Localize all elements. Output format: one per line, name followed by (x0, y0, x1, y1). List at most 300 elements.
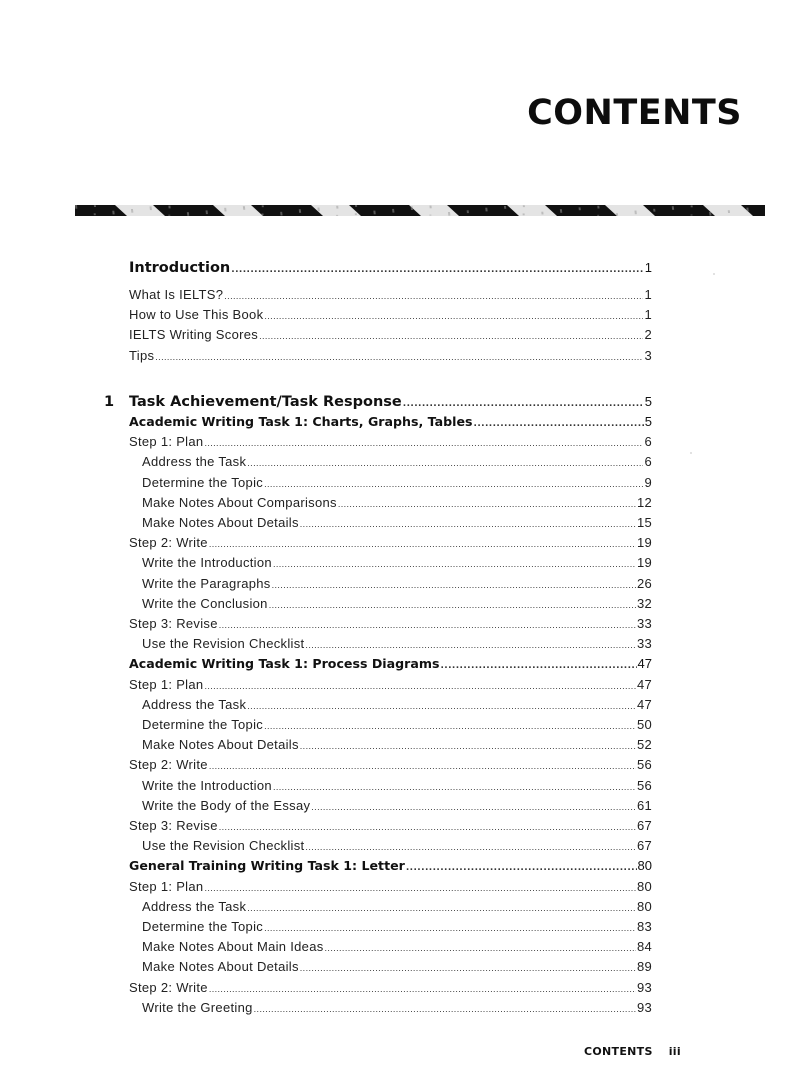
toc-page-number: 3 (644, 347, 652, 363)
stripe-texture (635, 211, 637, 212)
toc-page-number: 47 (636, 676, 652, 692)
stripe-texture (150, 208, 152, 209)
stripe-texture (336, 207, 338, 208)
toc-entry[interactable] (0, 533, 800, 553)
stripe-texture (374, 213, 376, 214)
dot-leader (300, 736, 636, 755)
dot-leader (219, 615, 636, 634)
toc-page-number: 67 (636, 838, 652, 854)
stripe-texture (411, 206, 413, 207)
stripe-texture (299, 210, 301, 211)
toc-entry-title: Use the Revision Checklist (142, 838, 305, 854)
stripe-texture (374, 212, 376, 213)
dot-leader (247, 898, 636, 917)
toc-entry[interactable] (0, 978, 800, 998)
dot-leader (247, 696, 636, 715)
toc-entry-title: IELTS Writing Scores (129, 327, 259, 343)
stripe-texture (224, 208, 226, 209)
stripe-texture (187, 214, 189, 215)
toc-page-number: 19 (636, 535, 652, 551)
toc-entry[interactable] (0, 917, 800, 937)
stripe-texture (206, 210, 208, 211)
stripe-texture (560, 210, 562, 211)
toc-entry-title: Step 3: Revise (129, 616, 218, 631)
stripe-texture (691, 206, 693, 207)
stripe-texture (560, 211, 562, 212)
stripe-texture (467, 210, 469, 211)
stripe-texture (112, 212, 114, 213)
stripe-texture (318, 208, 320, 209)
stripe-texture (131, 211, 133, 212)
stripe-texture (523, 205, 525, 206)
dot-leader (209, 534, 636, 553)
toc-page-number: 1 (644, 287, 652, 302)
toc-page-number: 5 (644, 393, 652, 409)
page-folio: iii (668, 1045, 681, 1058)
toc-line (129, 675, 652, 695)
toc-line (142, 513, 652, 533)
stripe-texture (541, 213, 543, 214)
toc-entry[interactable] (0, 346, 800, 366)
dot-leader (325, 938, 636, 957)
toc-entry[interactable] (0, 574, 800, 594)
stripe-texture (75, 208, 77, 209)
stripe-texture (355, 206, 357, 207)
toc-entry-title: Write the Greeting (142, 999, 253, 1015)
stripe-dark-segment (447, 205, 519, 216)
toc-entry-title: Step 3: Revise (129, 818, 218, 833)
toc-page-number: 61 (636, 797, 652, 813)
stripe-texture (411, 209, 413, 210)
stripe-texture (523, 206, 525, 207)
toc-entry[interactable] (0, 473, 800, 493)
stripe-texture (169, 207, 171, 208)
toc-entry[interactable] (0, 937, 800, 957)
stripe-texture (635, 211, 637, 212)
stripe-texture (523, 213, 525, 214)
stripe-texture (560, 209, 562, 210)
toc-entry[interactable] (0, 755, 800, 775)
stripe-texture (281, 215, 283, 216)
toc-line (129, 305, 652, 325)
toc-entry-title: Step 2: Write (129, 979, 208, 995)
stripe-texture (579, 209, 581, 210)
toc-entry-title: Step 1: Plan (129, 434, 204, 450)
toc-entry-title: Determine the Topic (142, 919, 264, 934)
toc-entry[interactable] (0, 856, 800, 876)
stripe-texture (448, 213, 450, 214)
stripe-texture (672, 207, 674, 208)
toc-entry[interactable] (0, 513, 800, 533)
toc-entry[interactable] (0, 493, 800, 513)
toc-page-number: 47 (636, 696, 652, 712)
stripe-texture (579, 207, 581, 208)
toc-line (129, 392, 652, 412)
stripe-texture (373, 211, 375, 212)
stripe-texture (430, 206, 432, 207)
stripe-texture (635, 212, 637, 213)
stripe-texture (616, 213, 618, 214)
toc-line (129, 877, 652, 897)
toc-entry-title: Task Achievement/Task Response (129, 393, 402, 410)
dot-leader (311, 797, 636, 816)
toc-entry[interactable] (0, 614, 800, 634)
toc-entry-title: Write the Body of the Essay (142, 797, 311, 813)
scan-speck (690, 452, 692, 454)
stripe-texture (709, 213, 711, 214)
stripe-texture (243, 206, 245, 207)
toc-page-number: 56 (636, 757, 652, 773)
toc-entry[interactable] (0, 897, 800, 917)
toc-entry-title: Address the Task (142, 696, 247, 712)
toc-entry[interactable] (0, 285, 800, 305)
toc-page-number: 32 (636, 595, 652, 611)
toc-line (129, 533, 652, 553)
toc-entry[interactable] (0, 258, 800, 278)
dot-leader (273, 777, 636, 796)
toc-line (142, 715, 652, 735)
stripe-texture (299, 209, 301, 210)
stripe-texture (374, 212, 376, 213)
stripe-texture (523, 214, 525, 215)
toc-page-number: 56 (636, 777, 652, 793)
toc-page-number: 33 (636, 616, 652, 631)
dot-leader (231, 260, 644, 278)
stripe-texture (243, 208, 245, 209)
toc-entry-title: Step 2: Write (129, 535, 208, 551)
stripe-texture (448, 215, 450, 216)
stripe-texture (485, 208, 487, 209)
dot-leader (264, 918, 636, 937)
stripe-texture (746, 208, 748, 209)
dot-leader (209, 756, 636, 775)
toc-page-number: 26 (636, 575, 652, 591)
stripe-texture (597, 215, 599, 216)
toc-entry[interactable] (0, 553, 800, 573)
toc-line (142, 594, 652, 614)
toc-entry[interactable] (0, 957, 800, 977)
stripe-texture (392, 212, 394, 213)
toc-entry[interactable] (0, 412, 800, 432)
stripe-texture (747, 210, 749, 211)
stripe-texture (597, 206, 599, 207)
toc-entry-title: Introduction (129, 260, 231, 276)
stripe-texture (542, 214, 544, 215)
dot-leader (264, 474, 643, 493)
stripe-texture (747, 209, 749, 210)
stripe-texture (336, 215, 338, 216)
toc-line (129, 346, 652, 366)
toc-line (129, 755, 652, 775)
toc-page-number: 1 (644, 307, 652, 323)
toc-entry-title: Write the Paragraphs (142, 575, 271, 591)
toc-line (129, 432, 652, 452)
chapter-number: 1 (104, 393, 115, 410)
stripe-texture (262, 205, 264, 206)
stripe-texture (747, 209, 749, 210)
dot-leader (204, 676, 636, 695)
stripe-texture (75, 207, 77, 208)
toc-entry[interactable] (0, 392, 800, 412)
stripe-texture (430, 207, 432, 208)
toc-page-number: 67 (636, 818, 652, 833)
stripe-texture (262, 214, 264, 215)
toc-entry[interactable] (0, 877, 800, 897)
stripe-texture (504, 208, 506, 209)
toc-entry-title: General Training Writing Task 1: Letter (129, 858, 405, 874)
toc-line (142, 493, 652, 513)
toc-line (142, 897, 652, 917)
stripe-texture (131, 212, 133, 213)
stripe-texture (691, 215, 693, 216)
stripe-texture (280, 212, 282, 213)
stripe-texture (653, 210, 655, 211)
stripe-texture (113, 213, 115, 214)
stripe-texture (206, 213, 208, 214)
stripe-texture (392, 211, 394, 212)
stripe-texture (168, 215, 170, 216)
toc-page-number: 2 (644, 327, 652, 343)
toc-entry-title: Step 1: Plan (129, 676, 204, 692)
dot-leader (259, 326, 643, 345)
stripe-texture (168, 206, 170, 207)
toc-page-number: 15 (636, 515, 652, 530)
toc-entry-title: Make Notes About Details (142, 737, 299, 753)
dot-leader (338, 494, 636, 513)
stripe-texture (318, 208, 320, 209)
stripe-texture (318, 209, 320, 210)
toc-line (142, 998, 652, 1018)
toc-page-number: 1 (644, 260, 652, 275)
dot-leader (406, 858, 637, 876)
stripe-texture (467, 211, 469, 212)
toc-entry-title: What Is IELTS? (129, 287, 224, 302)
dot-leader (224, 286, 643, 305)
toc-entry-title: Academic Writing Task 1: Charts, Graphs, Tables (129, 414, 473, 429)
stripe-texture (597, 207, 599, 208)
stripe-texture (75, 205, 77, 206)
toc-line (129, 654, 652, 674)
toc-entry-title: Write the Conclusion (142, 595, 268, 611)
stripe-texture (187, 213, 189, 214)
toc-entry-title: Make Notes About Comparisons (142, 494, 337, 510)
toc-entry[interactable] (0, 776, 800, 796)
dot-leader (204, 433, 643, 452)
dot-leader (254, 999, 636, 1018)
toc-line (129, 325, 652, 345)
toc-line (142, 634, 652, 654)
toc-page-number: 19 (636, 555, 652, 571)
stripe-texture (411, 207, 413, 208)
stripe-texture (728, 210, 730, 211)
dot-leader (300, 958, 636, 977)
toc-entry-title: Make Notes About Main Ideas (142, 939, 324, 955)
toc-page-number: 80 (636, 878, 652, 894)
toc-entry[interactable] (0, 594, 800, 614)
toc-page-number: 80 (636, 898, 652, 914)
toc-entry[interactable] (0, 836, 800, 856)
toc-line (142, 553, 652, 573)
toc-entry-title: Tips (129, 347, 155, 363)
stripe-texture (150, 209, 152, 210)
stripe-texture (355, 214, 357, 215)
dot-leader (209, 979, 636, 998)
stripe-texture (94, 213, 96, 214)
stripe-texture (150, 206, 152, 207)
toc-line (142, 796, 652, 816)
dot-leader (300, 514, 636, 533)
toc-entry[interactable] (0, 305, 800, 325)
toc-entry-title: Use the Revision Checklist (142, 636, 305, 652)
stripe-texture (94, 205, 96, 206)
stripe-texture (355, 205, 357, 206)
dot-leader (474, 414, 644, 432)
stripe-texture (187, 215, 189, 216)
stripe-pattern (75, 205, 765, 216)
decorative-stripe-band (75, 205, 765, 216)
stripe-texture (318, 210, 320, 211)
stripe-texture (113, 213, 115, 214)
toc-entry[interactable] (0, 675, 800, 695)
toc-entry-title: Address the Task (142, 454, 247, 470)
stripe-texture (206, 212, 208, 213)
toc-entry[interactable] (0, 695, 800, 715)
stripe-dark-segment (545, 205, 617, 216)
stripe-texture (187, 212, 189, 213)
toc-page-number: 89 (636, 959, 652, 975)
stripe-texture (728, 212, 730, 213)
stripe-texture (616, 215, 618, 216)
toc-entry-title: Step 2: Write (129, 757, 208, 773)
stripe-texture (94, 206, 96, 207)
stripe-texture (728, 211, 730, 212)
toc-entry[interactable] (0, 432, 800, 452)
toc-page-number: 93 (636, 979, 652, 995)
toc-entry-title: Make Notes About Details (142, 515, 299, 530)
stripe-texture (635, 213, 637, 214)
stripe-texture (94, 214, 96, 215)
toc-entry-title: Determine the Topic (142, 474, 264, 490)
toc-line (142, 574, 652, 594)
toc-entry[interactable] (0, 654, 800, 674)
stripe-texture (112, 211, 114, 212)
toc-page-number: 6 (644, 434, 652, 450)
toc-page-number: 6 (644, 454, 652, 470)
stripe-texture (709, 212, 711, 213)
stripe-texture (243, 207, 245, 208)
stripe-texture (429, 215, 431, 216)
stripe-texture (709, 215, 711, 216)
toc-line (129, 412, 652, 432)
running-head: CONTENTS (584, 1045, 653, 1058)
toc-line (129, 856, 652, 876)
stripe-texture (486, 210, 488, 211)
toc-line (129, 258, 652, 278)
stripe-texture (616, 214, 618, 215)
stripe-texture (430, 206, 432, 207)
toc-page-number: 9 (644, 474, 652, 490)
dot-leader (403, 394, 644, 412)
stripe-texture (392, 209, 394, 210)
stripe-texture (672, 209, 674, 210)
stripe-texture (224, 209, 226, 210)
toc-line (129, 285, 652, 305)
stripe-texture (169, 207, 171, 208)
dot-leader (204, 878, 636, 897)
toc-line (142, 452, 652, 472)
dot-leader (247, 453, 643, 472)
stripe-texture (541, 212, 543, 213)
toc-entry[interactable] (0, 715, 800, 735)
stripe-texture (280, 213, 282, 214)
toc-entry[interactable] (0, 634, 800, 654)
toc-entry-title: Address the Task (142, 898, 247, 914)
toc-entry[interactable] (0, 735, 800, 755)
stripe-texture (299, 211, 301, 212)
stripe-texture (485, 209, 487, 210)
toc-line (142, 937, 652, 957)
toc-page-number: 33 (636, 636, 652, 652)
toc-line (142, 473, 652, 493)
toc-entry-title: Academic Writing Task 1: Process Diagrams (129, 656, 440, 672)
dot-leader (305, 635, 636, 654)
stripe-texture (355, 213, 357, 214)
toc-line (142, 917, 652, 937)
stripe-texture (280, 214, 282, 215)
stripe-texture (411, 208, 413, 209)
page-title: CONTENTS (527, 93, 742, 133)
dot-leader (269, 595, 636, 614)
dot-leader (305, 837, 636, 856)
toc-page-number: 84 (636, 939, 652, 955)
toc-entry[interactable] (0, 452, 800, 472)
stripe-dark-segment (349, 205, 421, 216)
toc-entry-title: Write the Introduction (142, 555, 272, 571)
toc-page-number: 83 (636, 919, 652, 934)
stripe-texture (672, 206, 674, 207)
dot-leader (440, 656, 636, 674)
stripe-texture (243, 209, 245, 210)
dot-leader (264, 306, 643, 325)
stripe-texture (75, 206, 77, 207)
stripe-texture (392, 210, 394, 211)
toc-entry[interactable] (0, 325, 800, 345)
dot-leader (155, 347, 643, 366)
toc-line (142, 957, 652, 977)
toc-entry[interactable] (0, 998, 800, 1018)
toc-page-number: 47 (637, 656, 652, 672)
stripe-texture (598, 208, 600, 209)
stripe-texture (262, 206, 264, 207)
toc-entry[interactable] (0, 816, 800, 836)
toc-entry-title: Write the Introduction (142, 777, 272, 793)
toc-entry-title: Step 1: Plan (129, 878, 204, 894)
stripe-texture (672, 208, 674, 209)
toc-entry[interactable] (0, 796, 800, 816)
toc-line (142, 776, 652, 796)
stripe-texture (653, 211, 655, 212)
toc-entry-title: How to Use This Book (129, 307, 264, 323)
stripe-texture (131, 210, 133, 211)
stripe-texture (709, 214, 711, 215)
stripe-texture (225, 211, 227, 212)
stripe-texture (504, 206, 506, 207)
stripe-texture (262, 214, 264, 215)
stripe-texture (336, 206, 338, 207)
stripe-texture (486, 210, 488, 211)
stripe-texture (504, 207, 506, 208)
toc-line (142, 735, 652, 755)
